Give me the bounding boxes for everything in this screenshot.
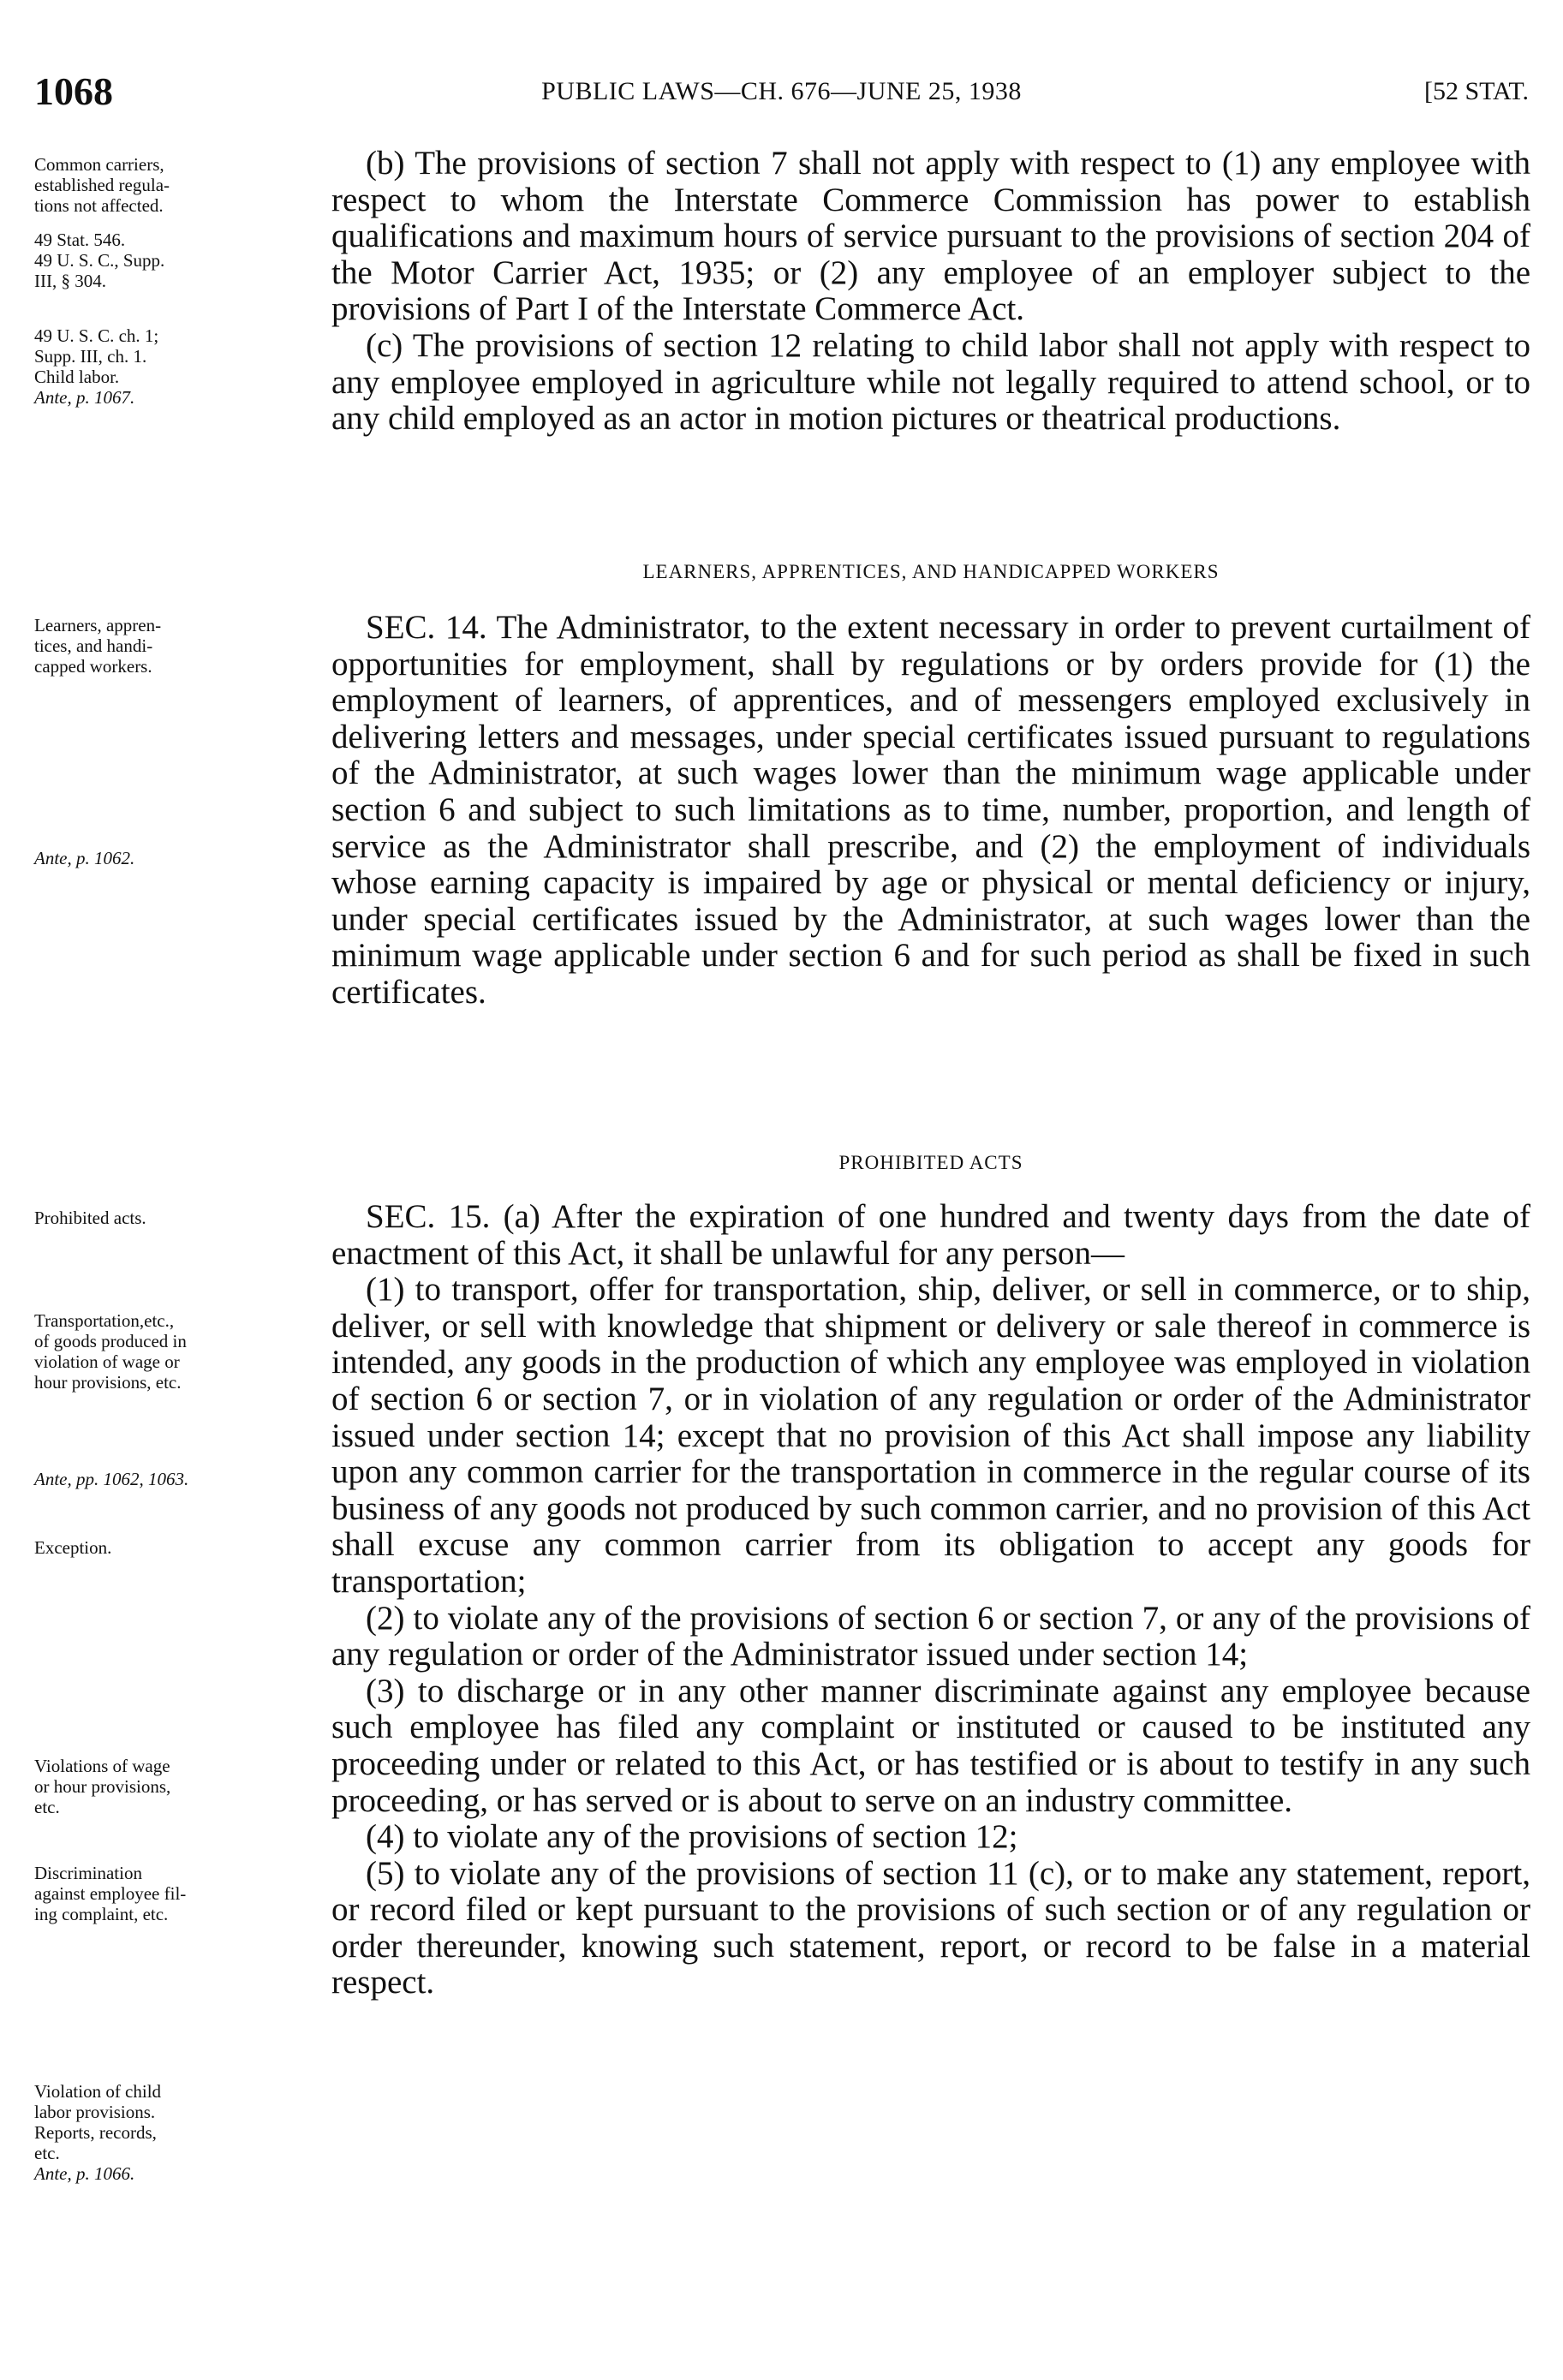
margin-note-learners [34,615,317,677]
margin-note-ante-1062-1063 [34,1469,317,1489]
margin-note-line: Reports, records, [34,2122,157,2143]
section-15-paragraph [331,1199,1530,1272]
margin-note-prohibited-acts [34,1208,317,1228]
margin-note-line: Supp. III, ch. 1. [34,346,147,367]
clause-4: (4) to violate any of the provisions of section 12; [366,1818,1018,1856]
margin-note-line: Learners, appren- [34,615,162,635]
margin-note-line: Ante, p. 1067. [34,387,135,408]
margin-note-line: Ante, p. 1066. [34,2163,135,2184]
clause-5: (5) to violate any of the provisions of section 11 (c), or to make any statement, report, or record filed or kept pursuant to the provisions of such section or of any regulation or order thereunder, knowing such statement, report, or record to be false in a material respect. [331,1854,1530,2001]
margin-note-exception [34,1537,317,1558]
margin-note-line: Child labor. [34,367,120,387]
margin-note-common-carriers [34,154,317,216]
margin-note-discrimination [34,1863,317,1924]
margin-note-line: ing complaint, etc. [34,1904,169,1924]
margin-note-line: etc. [34,1797,60,1817]
margin-note-line: Exception. [34,1537,112,1558]
margin-note-line: or hour provisions, [34,1776,171,1797]
margin-note-line: III, § 304. [34,271,106,291]
margin-note-line: of goods produced in [34,1331,187,1351]
section-14-label: SEC. 14. [366,609,487,646]
section-14-text: The Administrator, to the extent necessary in order to prevent curtailment of opportunities for employment, shall by regulations or by orders provide for (1) the employment of learners, of apprentices, and of messengers employed exclusively in delivering letters and messages, under special certificates issued pursuant to regulations of the Administrator, at such wages lower than the minimum wage applicable under section 6 and subject to such limitations as to time, number, proportion, and length of service as the Administrator shall prescribe, and (2) the employment of individuals whose earning capacity is impaired by age or physical or mental deficiency or injury, under special certificates issued by the Administrator, at such wages lower than the minimum wage applicable under section 6 and for such period as shall be fixed in such certificates. [331,609,1531,1011]
margin-note-cite-49-stat [34,230,317,291]
clause-3: (3) to discharge or in any other manner discriminate against any employee because such employee has filed any complaint or instituted or caused to be instituted any proceeding under or related to this Act, or has testified or is about to testify in any such proceeding, or has served or is about to serve on an industry committee. [331,1672,1530,1819]
volume-citation: [52 STAT. [1423,77,1529,105]
margin-note-line: 49 U. S. C., Supp. [34,250,165,271]
margin-note-line: Violation of child [34,2081,162,2102]
margin-note-transportation [34,1310,317,1393]
margin-note-line: established regula- [34,175,170,195]
heading-learners: LEARNERS, APPRENTICES, AND HANDICAPPED WORKERS [642,561,1220,582]
margin-note-line: violation of wage or [34,1351,180,1372]
margin-note-line: etc. [34,2143,60,2163]
section-15-label: SEC. 15. [366,1198,491,1235]
margin-note-line: capped workers. [34,656,152,677]
clause-2: (2) to violate any of the provisions of section 6 or section 7, or any of the provisions of any regulation or order of the Administrator issued under section 14; [331,1599,1530,1673]
margin-note-line: labor provisions. [34,2102,156,2122]
running-title: PUBLIC LAWS—CH. 676—JUNE 25, 1938 [541,77,1022,105]
page-number: 1068 [34,69,113,113]
section-15 [331,1199,1530,2001]
margin-note-line: 49 Stat. 546. [34,230,126,250]
margin-note-line: against employee fil- [34,1883,187,1904]
clause-1: (1) to transport, offer for transportation, ship, deliver, or sell in commerce, or to ship, deliver, or sell with knowledge that shipment or delivery or sale thereof in commerce is intended, any goods in the production of which any employee was employed in violation of section 6 or section 7, or in violation of any regulation or order of the Administrator issued under section 14; except that no provision of this Act shall impose any liability upon any common carrier for the transportation in commerce in the regular course of its business of any goods not produced by such common carrier, and no provision of this Act shall excuse any common carrier from its obligation to accept any goods for transportation; [331,1271,1530,1600]
margin-note-ante-1062 [34,848,317,868]
margin-note-line: hour provisions, etc. [34,1372,182,1393]
margin-note-line: tices, and handi- [34,635,153,656]
section-13-continued [331,146,1530,438]
heading-prohibited-acts: PROHIBITED ACTS [838,1152,1023,1173]
margin-note-line: tions not affected. [34,195,164,216]
section-14-paragraph [331,610,1530,1011]
page-header [34,69,1529,120]
margin-note-line: Ante, p. 1062. [34,848,135,868]
paragraph-b: (b) The provisions of section 7 shall not apply with respect to (1) any employee with respect to whom the Interstate Commerce Commission has power to establish qualifications and maximum hours of service pursuant to the provisions of section 204 of the Motor Carrier Act, 1935; or (2) any employee of an employer subject to the provisions of Part I of the Interstate Commerce Act. [331,145,1530,328]
section-15-text: (a) After the expiration of one hundred and twenty days from the date of enactment of this Act, it shall be unlawful for any person— [331,1198,1531,1272]
margin-note-cite-49-usc [34,325,317,408]
margin-note-line: 49 U. S. C. ch. 1; [34,325,159,346]
margin-note-line: Ante, pp. 1062, 1063. [34,1469,189,1489]
margin-note-line: Prohibited acts. [34,1208,146,1228]
margin-note-violations-wage [34,1756,317,1817]
margin-note-line: Common carriers, [34,154,164,175]
paragraph-c: (c) The provisions of section 12 relating to child labor shall not apply with respect to any employee employed in agriculture while not legally required to attend school, or to any child employed as an actor in motion pictures or theatrical productions. [331,326,1530,438]
section-14 [331,610,1530,1011]
margin-note-line: Violations of wage [34,1756,170,1776]
margin-note-line: Transportation,etc., [34,1310,175,1331]
margin-note-line: Discrimination [34,1863,142,1883]
margin-note-child-labor-violation [34,2081,317,2184]
